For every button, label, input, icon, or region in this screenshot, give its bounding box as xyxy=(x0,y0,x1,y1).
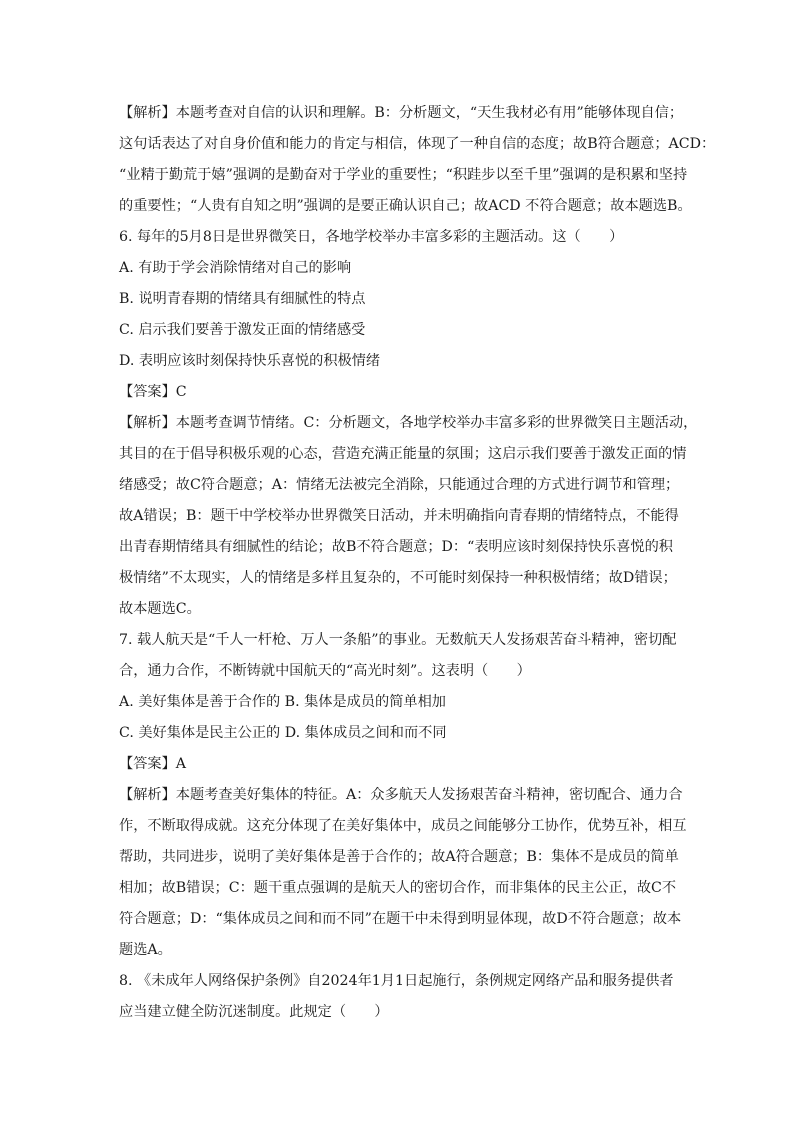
analysis-5-line-4: 的重要性；“人贵有自知之明”强调的是要正确认识自己；故ACD 不符合题意；故本题选B。 xyxy=(119,198,692,214)
analysis-5-line-1: 【解析】本题考查对自信的认识和理解。B：分析题文，“天生我材必有用”能够体现自信； xyxy=(119,105,684,121)
analysis-6-line-5: 出青春期情绪具有细腻性的结论；故B不符合题意；D：“表明应该时刻保持快乐喜悦的积 xyxy=(119,539,673,555)
analysis-6-line-4: 故A错误；B：题干中学校举办世界微笑日活动，并未明确指向青春期的情绪特点，不能得 xyxy=(119,508,679,524)
analysis-7-line-1: 【解析】本题考查美好集体的特征。A：众多航天人发扬艰苦奋斗精神，密切配合、通力合 xyxy=(119,787,683,803)
analysis-7-line-5: 符合题意；D：“集体成员之间和而不同”在题干中未得到明显体现，故D不符合题意；故本 xyxy=(119,911,682,927)
question-8-stem-line-2: 应当建立健全防沉迷制度。此规定（ ） xyxy=(119,1004,389,1020)
question-6-option-c: C. 启示我们要善于激发正面的情绪感受 xyxy=(119,322,366,338)
question-6-answer: 【答案】C xyxy=(119,384,187,400)
analysis-5-line-2: 这句话表达了对自身价值和能力的肯定与相信，体现了一种自信的态度；故B符合题意；ACD： xyxy=(119,136,716,152)
analysis-7-line-2: 作，不断取得成就。这充分体现了在美好集体中，成员之间能够分工协作，优势互补，相互 xyxy=(119,818,687,834)
question-6-option-a: A. 有助于学会消除情绪对自己的影响 xyxy=(119,260,352,276)
analysis-7-line-3: 帮助，共同进步，说明了美好集体是善于合作的；故A符合题意；B：集体不是成员的简单 xyxy=(119,849,679,865)
question-7-stem-line-2: 合，通力合作，不断铸就中国航天的“高光时刻”。这表明（ ） xyxy=(119,663,531,679)
analysis-6-line-3: 绪感受；故C符合题意；A：情绪无法被完全消除，只能通过合理的方式进行调节和管理； xyxy=(119,477,680,493)
analysis-6-line-1: 【解析】本题考查调节情绪。C：分析题文，各地学校举办丰富多彩的世界微笑日主题活动， xyxy=(119,415,698,431)
question-6-option-b: B. 说明青春期的情绪具有细腻性的特点 xyxy=(119,291,366,307)
analysis-5-line-3: “业精于勤荒于嬉”强调的是勤奋对于学业的重要性；“积跬步以至千里”强调的是积累和坚持 xyxy=(119,167,688,183)
question-6-stem: 6. 每年的5月8日是世界微笑日，各地学校举办丰富多彩的主题活动。这（ ） xyxy=(119,229,624,245)
analysis-6-line-2: 其目的在于倡导积极乐观的心态，营造充满正能量的氛围；这启示我们要善于激发正面的情 xyxy=(119,446,687,462)
question-7-answer: 【答案】A xyxy=(119,756,186,772)
question-7-stem-line-1: 7. 载人航天是“千人一杆枪、万人一条船”的事业。无数航天人发扬艰苦奋斗精神，密切配 xyxy=(119,632,677,648)
analysis-6-line-7: 故本题选C。 xyxy=(119,601,201,617)
question-7-options-ab: A. 美好集体是善于合作的 B. 集体是成员的简单相加 xyxy=(119,694,446,710)
analysis-6-line-6: 极情绪”不太现实，人的情绪是多样且复杂的，不可能时刻保持一种积极情绪；故D错误； xyxy=(119,570,677,586)
analysis-7-line-6: 题选A。 xyxy=(119,942,172,958)
question-8-stem-line-1: 8. 《未成年人网络保护条例》自2024年1月1日起施行，条例规定网络产品和服务提供者 xyxy=(119,973,674,989)
question-6-option-d: D. 表明应该时刻保持快乐喜悦的积极情绪 xyxy=(119,353,381,369)
analysis-7-line-4: 相加；故B错误；C：题干重点强调的是航天人的密切合作，而非集体的民主公正，故C不 xyxy=(119,880,677,896)
question-7-options-cd: C. 美好集体是民主公正的 D. 集体成员之间和而不同 xyxy=(119,725,447,741)
